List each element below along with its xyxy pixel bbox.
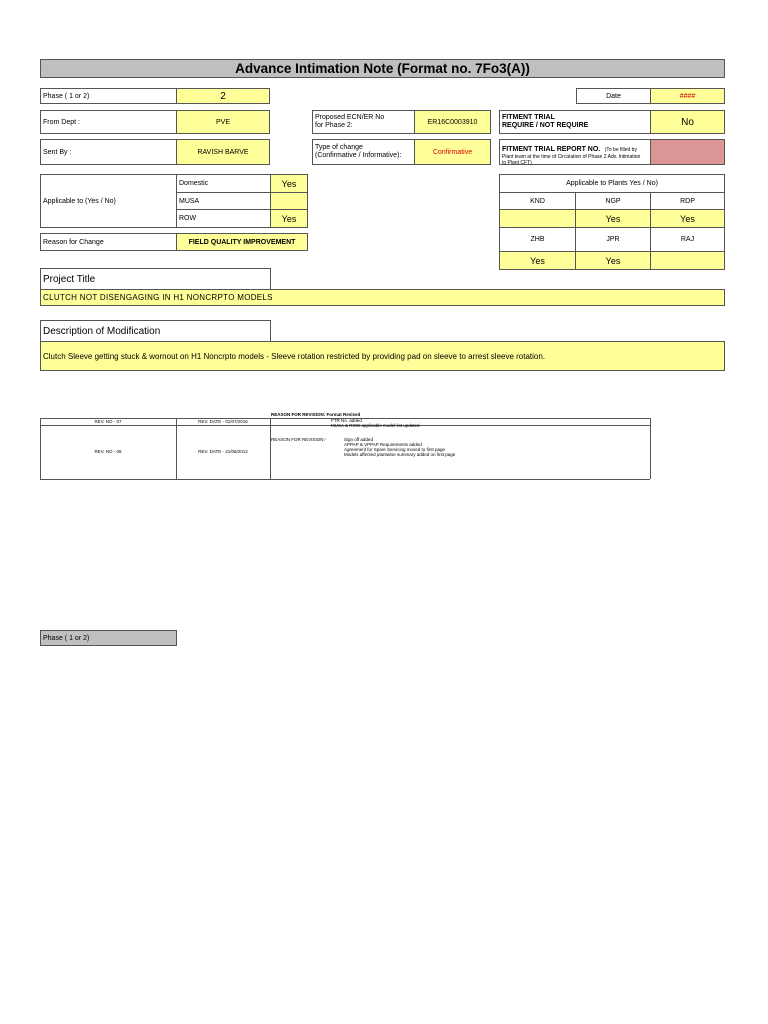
fitment-trial-label (499, 110, 651, 134)
date-label: Date (576, 88, 651, 104)
plants-header: Applicable to Plants Yes / No) (499, 174, 725, 193)
fitment-report-label-small2: Plant team at the time of Circulation of Phase 2 Adv. Intimation (502, 154, 641, 161)
fitment-report-label-small3: to Plant CFT) (502, 159, 532, 166)
revision-row-2-line-3: Agreement for Spare Servicing moved to first page (344, 447, 446, 452)
fitment-trial-label-line2: REQUIRE / NOT REQUIRE (502, 122, 589, 129)
plant-rdp-label: RDP (650, 192, 725, 210)
applicable-domestic-value[interactable]: Yes (270, 174, 308, 193)
applicable-row-value[interactable]: Yes (270, 209, 308, 228)
proposed-ecn-label-line1: Proposed ECN/ER No (315, 114, 385, 122)
fitment-report-label-small1: (To be filled by (604, 146, 637, 153)
revision-row-2-line-1: Sign off added (344, 437, 373, 442)
fitment-trial-value[interactable]: No (650, 110, 725, 134)
plant-raj-label: RAJ (650, 227, 725, 252)
plant-raj-value[interactable] (650, 251, 725, 270)
page-title-text: Advance Intimation Note (Format no. 7Fo3(A)) (235, 61, 530, 76)
phase-value[interactable]: 2 (176, 88, 270, 104)
revision-row-1-line-1: FTR No. added (331, 418, 362, 423)
revision-row-2-date: REV. DATE - 21/06/2012 (198, 449, 248, 454)
revision-row-1-date: REV. DATE - 01/07/2016 (198, 419, 248, 424)
proposed-ecn-value[interactable]: ER16C0003910 (414, 110, 491, 134)
phase-label: Phase ( 1 or 2) (40, 88, 177, 104)
sent-by-value[interactable]: RAVISH BARVE (176, 139, 270, 165)
from-dept-value[interactable]: PVE (176, 110, 270, 134)
type-of-change-label (312, 139, 415, 165)
applicable-domestic-label: Domestic (176, 174, 271, 193)
type-of-change-label-line2: (Confirmative / Informative): (315, 152, 402, 159)
revision-row-2-line-4: Models affected plantwise summary added on first page (344, 452, 456, 457)
date-value[interactable]: #### (650, 88, 725, 104)
type-of-change-label-line1: Type of change (315, 144, 363, 152)
plant-zhb-value[interactable]: Yes (499, 251, 576, 270)
description-label: Description of Modification (40, 320, 271, 342)
fitment-report-label (499, 139, 651, 165)
project-title-value[interactable]: CLUTCH NOT DISENGAGING IN H1 NONCRPTO MODELS (40, 289, 725, 306)
revision-row-2-rev: REV. NO - 06 (94, 449, 122, 454)
plant-jpr-label: JPR (575, 227, 651, 252)
plant-ngp-label: NGP (575, 192, 651, 210)
footer-phase-label: Phase ( 1 or 2) (40, 630, 177, 646)
plant-jpr-value[interactable]: Yes (575, 251, 651, 270)
revision-row-2-line-2: APPAP & VPPAP Requirements added (344, 442, 422, 447)
from-dept-label: From Dept : (40, 110, 177, 134)
sent-by-label: Sent By : (40, 139, 177, 165)
page-title (40, 59, 725, 78)
fitment-report-value[interactable] (650, 139, 725, 165)
applicable-to-label: Applicable to (Yes / No) (40, 174, 177, 228)
revision-row-2-reason: REASON FOR REVISION:- (271, 437, 327, 442)
plant-ngp-value[interactable]: Yes (575, 209, 651, 228)
description-value[interactable]: Clutch Sleeve getting stuck & wornout on H1 Noncrpto models - Sleeve rotation restricted by providing pad on sleeve to arrest sleeve rotation. (40, 341, 725, 371)
plant-knd-label: KND (499, 192, 576, 210)
plant-rdp-value[interactable]: Yes (650, 209, 725, 228)
project-title-label: Project Title (40, 268, 271, 290)
proposed-ecn-label-line2: for Phase 2: (315, 122, 353, 129)
proposed-ecn-label (312, 110, 415, 134)
revision-row-1-line-2: MUSA & ROW applicable model list updated (331, 423, 420, 428)
reason-value[interactable]: FIELD QUALITY IMPROVEMENT (176, 233, 308, 251)
type-of-change-value[interactable]: Confirmative (414, 139, 491, 165)
applicable-musa-value[interactable] (270, 192, 308, 210)
plant-knd-value[interactable] (499, 209, 576, 228)
revision-row-1-rev: REV. NO - 07 (94, 419, 122, 424)
fitment-trial-label-line1: FITMENT TRIAL (502, 114, 555, 122)
applicable-row-label: ROW (176, 209, 271, 228)
fitment-report-label-bold: FITMENT TRIAL REPORT NO. (502, 145, 601, 153)
reason-label: Reason for Change (40, 233, 177, 251)
plant-zhb-label: ZHB (499, 227, 576, 252)
applicable-musa-label: MUSA (176, 192, 271, 210)
revision-top-reason: REASON FOR REVISION: Format Revised (271, 412, 361, 417)
